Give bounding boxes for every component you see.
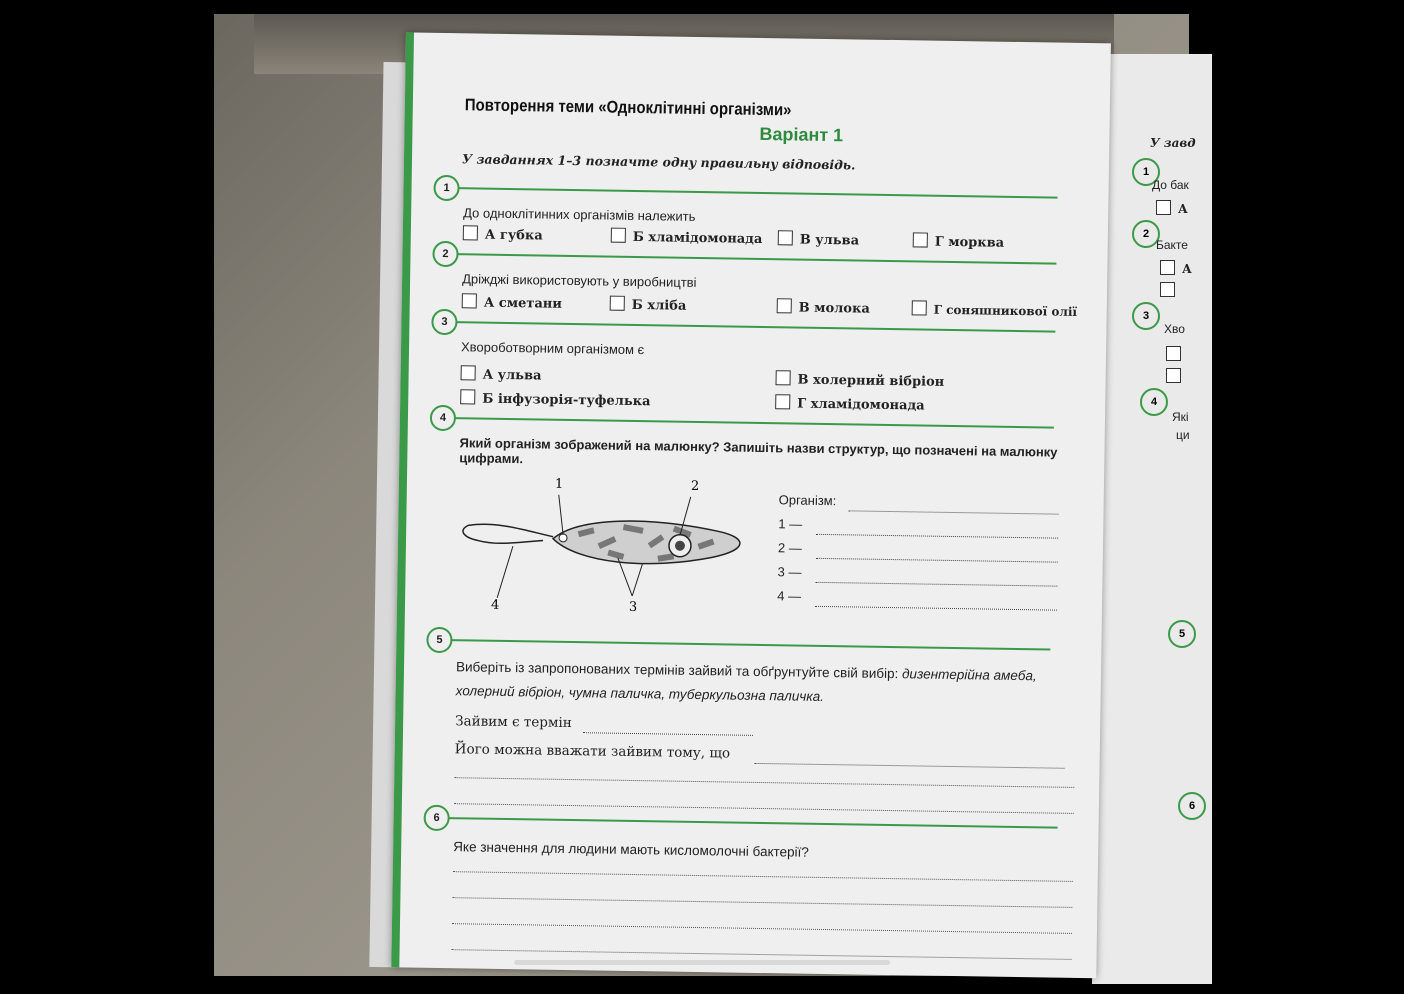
figure-label: 3 (628, 599, 638, 616)
right-task-number: 1 (1132, 158, 1160, 186)
checkbox[interactable] (1160, 282, 1175, 297)
option-b[interactable]: Б хліба (610, 296, 687, 314)
checkbox[interactable] (1166, 346, 1181, 361)
answer-label: 1 — (778, 516, 803, 532)
answer-row (455, 741, 1065, 773)
right-option (1166, 346, 1188, 362)
task-6 (424, 805, 1074, 860)
task-divider (457, 253, 1057, 264)
figure-label: 2 (690, 478, 700, 495)
task-divider (454, 417, 1054, 428)
right-option (1160, 282, 1182, 298)
option-a[interactable]: А губка (463, 225, 543, 243)
option-b[interactable]: Б інфузорія-туфелька (460, 389, 651, 409)
right-task-number: 2 (1132, 220, 1160, 248)
answer-row (777, 588, 1057, 616)
right-task-text: Бакте (1156, 238, 1188, 252)
answer-label: Його можна вважати зайвим тому, що (454, 741, 731, 762)
right-task-text: Які (1172, 410, 1189, 424)
checkbox[interactable] (462, 293, 477, 308)
page-title: Повторення теми «Одноклітинні організми» (464, 95, 792, 120)
right-task-text: Хво (1164, 322, 1185, 336)
right-task-number: 3 (1132, 302, 1160, 330)
checkbox[interactable] (610, 296, 625, 311)
task-number: 5 (426, 627, 452, 653)
checkbox[interactable] (777, 298, 792, 313)
answer-field[interactable] (815, 606, 1057, 611)
right-instruction: У завд (1150, 136, 1196, 150)
option-a[interactable]: А сметани (462, 293, 562, 312)
right-task-number: 6 (1178, 792, 1206, 820)
right-task-text: ци (1176, 428, 1190, 442)
answer-line[interactable] (452, 923, 1072, 934)
figure-label: 4 (490, 597, 500, 613)
home-indicator[interactable] (514, 960, 890, 965)
option-g[interactable]: Г морква (913, 232, 1005, 250)
checkbox[interactable] (775, 394, 790, 409)
right-option: А (1156, 200, 1188, 216)
right-option (1166, 368, 1188, 384)
checkbox[interactable] (912, 300, 927, 315)
answer-line[interactable] (454, 803, 1074, 814)
checkbox[interactable] (1156, 200, 1171, 215)
option-v[interactable]: В молока (777, 298, 870, 316)
task-4-answers (777, 492, 1059, 616)
task-question: Який організм зображений на малюнку? Запишіть назви структур, що позначені на малюнку цифрами. (459, 435, 1058, 467)
task-divider (448, 817, 1058, 829)
task-number: 3 (431, 309, 457, 335)
worksheet-page (391, 32, 1111, 978)
task-1 (434, 175, 1084, 251)
answer-line[interactable] (453, 871, 1073, 882)
option-b[interactable]: Б хламідомонада (611, 228, 763, 247)
figure-label: 1 (554, 476, 564, 492)
checkbox[interactable] (776, 370, 791, 385)
task-divider (455, 321, 1055, 332)
task-question: Хвороботворним організмом є (460, 339, 645, 358)
answer-row (455, 713, 1055, 744)
answer-label: 2 — (777, 540, 802, 556)
answer-field[interactable] (849, 510, 1059, 514)
task-divider (450, 639, 1050, 650)
checkbox[interactable] (461, 365, 476, 380)
instruction: У завданнях 1–3 позначте одну правильну відповідь. (461, 151, 856, 173)
right-option: А (1160, 260, 1192, 276)
task-number: 4 (430, 405, 456, 431)
task-divider (458, 187, 1058, 198)
answer-label: Організм: (778, 492, 837, 509)
task-question: Виберіть із запропонованих термінів зайвий та обґрунтуйте свій вибір: дизентерійна амеба, холерний вібріон, чумна паличка, туберкульозна паличка. (455, 659, 1037, 704)
task-number: 1 (433, 175, 459, 201)
right-task-text: До бак (1152, 178, 1189, 192)
task-question: Дріжджі використовують у виробництві (462, 271, 697, 290)
option-g[interactable]: Г соняшникової олії (912, 300, 1078, 319)
photo (214, 14, 1196, 976)
answer-line[interactable] (452, 949, 1072, 960)
right-task-number: 5 (1168, 620, 1196, 648)
answer-field[interactable] (583, 732, 753, 736)
answer-label: 3 — (777, 564, 802, 580)
checkbox[interactable] (1166, 368, 1181, 383)
option-v[interactable]: В ульва (778, 230, 860, 248)
task-number: 2 (432, 241, 458, 267)
checkbox[interactable] (460, 389, 475, 404)
checkbox[interactable] (1160, 260, 1175, 275)
checkbox[interactable] (778, 230, 793, 245)
checkbox[interactable] (463, 225, 478, 240)
answer-label: Зайвим є термін (455, 713, 572, 732)
task-number: 6 (423, 805, 449, 831)
option-a[interactable]: А ульва (461, 365, 542, 383)
checkbox[interactable] (611, 228, 626, 243)
answer-field[interactable] (755, 763, 1065, 769)
variant-title: Варіант 1 (759, 123, 844, 146)
answer-line[interactable] (454, 777, 1074, 788)
answer-field[interactable] (816, 534, 1058, 539)
worksheet-content (433, 95, 1095, 860)
option-g[interactable]: Г хламідомонада (775, 394, 925, 413)
answer-line[interactable] (452, 897, 1072, 908)
right-task-number: 4 (1140, 388, 1168, 416)
task-question: До одноклітинних організмів належить (463, 205, 696, 224)
answer-field[interactable] (815, 582, 1057, 587)
option-v[interactable]: В холерний вібріон (775, 370, 944, 390)
euglena-figure (457, 475, 759, 630)
answer-label: 4 — (777, 588, 802, 604)
worksheet (369, 32, 1124, 994)
answer-field[interactable] (816, 558, 1058, 563)
checkbox[interactable] (913, 232, 928, 247)
task-question: Яке значення для людини мають кисломолочні бактерії? (453, 839, 810, 860)
